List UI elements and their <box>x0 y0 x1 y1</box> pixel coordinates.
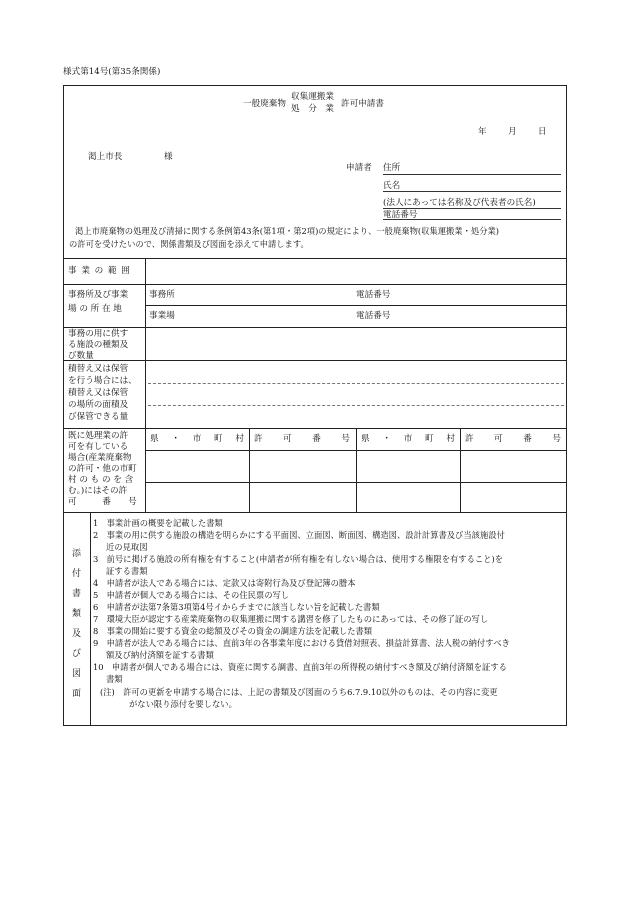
date-day: 日 <box>538 127 547 137</box>
title-suffix: 許可申請書 <box>341 99 384 109</box>
facility-label-1: 事務の用に供す <box>68 329 129 339</box>
attachments-label-char: 面 <box>71 689 81 699</box>
attachments-label-char: 及 <box>71 629 81 639</box>
existing-permit-label-1: 既に処理業の許 <box>68 431 129 441</box>
attachments-label-char: 書 <box>71 589 81 599</box>
attachment-item: 7 環境大臣が認定する産業廃棄物の収集運搬に関する講習を修了したものにあっては、その修了証の写し <box>93 614 489 624</box>
attachments-label-char: 図 <box>71 669 81 679</box>
facility-label-3: び数量 <box>68 351 94 361</box>
office-phone-label: 電話番号 <box>356 290 391 300</box>
applicant-name-line[interactable] <box>383 191 561 192</box>
site-phone-label: 電話番号 <box>356 311 391 321</box>
applicant-label: 申請者 <box>346 163 372 173</box>
applicant-phone-label: 電話番号 <box>383 210 418 220</box>
storage-label-3: 積替え又は保管 <box>68 388 129 398</box>
attachment-note: がない限り添付を要しない。 <box>129 699 237 709</box>
attachment-item: 3 前号に掲げる施設の所有権を有すること(申請者が所有権を有しない場合は、使用する権限を有すること)を <box>93 554 504 564</box>
date-month: 月 <box>508 127 517 137</box>
attachments-label-char: 類 <box>71 609 81 619</box>
permit-number-header-1: 許 可 番 号 <box>254 434 350 444</box>
applicant-corp-note: (法人にあっては名称及び代表者の氏名) <box>383 198 536 208</box>
applicant-name-label: 氏名 <box>383 181 401 191</box>
existing-permit-label-5: 村 の も の を 含 <box>68 475 134 485</box>
existing-permit-label-7: 可 番 号 <box>68 497 137 507</box>
site-label: 事業場 <box>149 311 175 321</box>
attachment-item: 6 申請者が法第7条第3項第4号イからチまでに該当しない旨を記載した書類 <box>93 602 380 612</box>
attachment-item: 5 申請者が個人である場合には、その住民票の写し <box>93 590 290 600</box>
facility-label-2: る施設の種類及 <box>68 340 129 350</box>
permit-municipality-header-2: 県 ・ 市 町 村 <box>361 434 455 444</box>
attachment-item: 8 事業の開始に要する資金の総額及びその資金の調達方法を記載した書類 <box>93 626 373 636</box>
office-location-label-1: 事務所及び事業 <box>68 290 129 300</box>
storage-label-1: 積替え又は保管 <box>68 364 129 374</box>
office-label: 事務所 <box>149 290 175 300</box>
attachment-item: 2 事業の用に供する施設の構造を明らかにする平面図、立面図、断面図、構造図、設計計算書及び当該施設付 <box>93 530 505 540</box>
storage-label-2: を行う場合には、 <box>68 376 137 386</box>
attachment-item: 額及び納付済額を証する書類 <box>106 650 214 660</box>
statement-line-2: の許可を受けたいので、関係書類及び図面を添えて申請します。 <box>69 239 309 249</box>
applicant-phone-line[interactable] <box>383 219 561 220</box>
attachment-item: 4 申請者が法人である場合には、定款又は寄附行為及び登記簿の謄本 <box>93 578 356 588</box>
applicant-corp-line[interactable] <box>383 208 561 209</box>
attachments-label-char: 添 <box>71 549 81 559</box>
attachment-item: 証する書類 <box>106 566 148 576</box>
attachment-item: 9 申請者が法人である場合には、直前3年の各事業年度における貸借対照表、損益計算書、法人税の納付すべき <box>93 638 510 648</box>
attachment-note: (注) 許可の更新を申請する場合には、上記の書類及び図面のうち6.7.9.10以外のものは、その内容に変更 <box>100 687 498 697</box>
existing-permit-label-2: 可を有している <box>68 442 129 452</box>
existing-permit-label-6: む。)にはその許 <box>68 486 128 496</box>
permit-municipality-header-1: 県 ・ 市 町 村 <box>150 434 244 444</box>
business-scope-label: 事 業 の 範 囲 <box>68 266 131 276</box>
date-year: 年 <box>478 127 487 137</box>
permit-number-header-2: 許 可 番 号 <box>465 434 561 444</box>
attachments-label-char: 付 <box>71 569 81 579</box>
title-prefix: 一般廃棄物 <box>243 99 286 109</box>
attachment-item: 1 事業計画の概要を記載した書類 <box>93 518 223 528</box>
storage-label-4: の場所の面積及 <box>68 400 129 410</box>
title-option-disposal: 処 分 業 <box>291 104 334 114</box>
addressee-honorific: 様 <box>164 152 173 162</box>
attachment-item: 書類 <box>106 674 123 684</box>
title-option-collection: 収集運搬業 <box>291 92 334 102</box>
attachment-item: 10 申請者が個人である場合には、資産に関する調書、直前3年の所得税の納付すべき額及び納付済額を証する <box>93 662 507 672</box>
statement-line-1: 渇上市廃棄物の処理及び清掃に関する条例第43条(第1項・第2項)の規定により、一般廃棄物(収集運搬業・処分業) <box>75 226 500 236</box>
form-number-label: 様式第14号(第35条関係) <box>63 67 161 77</box>
applicant-address-line[interactable] <box>383 174 561 175</box>
office-location-label-2: 場 の 所 在 地 <box>68 304 122 314</box>
attachments-label-char: び <box>71 649 81 659</box>
attachment-item: 近の見取図 <box>106 542 148 552</box>
storage-label-5: び保管できる量 <box>68 412 129 422</box>
addressee-name: 渇上市長 <box>88 152 123 162</box>
existing-permit-label-4: の許可・他の市町 <box>68 464 137 474</box>
existing-permit-label-3: 場合(産業廃棄物 <box>68 453 132 463</box>
applicant-address-label: 住所 <box>383 163 401 173</box>
